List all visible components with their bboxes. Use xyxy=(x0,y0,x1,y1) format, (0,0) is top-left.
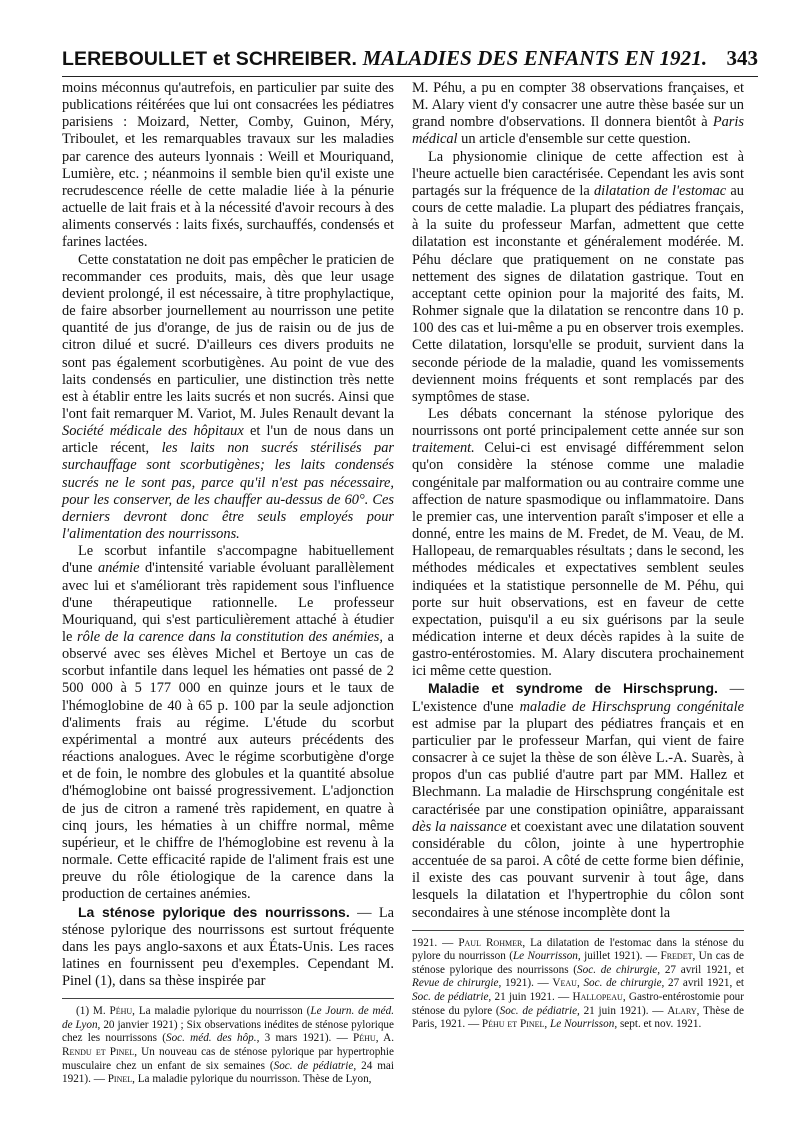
text: , xyxy=(576,977,584,990)
italic-text: Revue de chirurgie, xyxy=(412,977,502,990)
italic-text: dilatation de l'estomac xyxy=(593,182,727,199)
italic-text: maladie de Hirschsprung congénitale xyxy=(519,698,744,715)
italic-text: Soc. de chirurgie, xyxy=(577,963,661,976)
text: 21 juin 1921. — xyxy=(491,991,573,1004)
author-name: Péhu et Pinel xyxy=(481,1018,545,1031)
section-paragraph xyxy=(412,680,744,921)
text: M. Péhu, a pu en compter 38 observations françaises, et M. Alary vient d'y consacrer une autre thèse basée sur un grand nombre d'observations. Il donnera bientôt à xyxy=(412,80,744,131)
italic-text: rôle de la carence dans la constitution des anémies, xyxy=(76,629,383,645)
italic-text: Soc. méd. des hôp., xyxy=(165,1032,260,1045)
text: (1) M. xyxy=(76,1005,110,1018)
text: La physionomie clinique de cette affection est à l'heure actuelle bien caractérisée. Cependant les avis sont partagés sur la fréquence de la xyxy=(412,148,744,199)
author-name: Péhu xyxy=(109,1005,133,1018)
paragraph xyxy=(62,252,394,544)
italic-text: Soc. de pédiatrie, xyxy=(412,991,492,1004)
right-column xyxy=(412,80,744,1032)
text: moins méconnus qu'autrefois, en particulier par suite des publications réitérées que lui ont consacrées les pédiatres parisiens : Moizard, Netter, Comby, Guinon, Méry, Triboulet, et les remarquables travaux sur les maladies par carence des auteurs lyonnais : Weill et Mouriquand, Lumière, etc. ; néanmoins il semble bien qu'il existe une recrudescence réelle de cette maladie liée à la pénurie actuelle de lait frais et à la nécessité d'avoir recours à des aliments conservés : laits fixés, surchauffés, condensés et farines lactées. xyxy=(62,80,394,251)
text: 1921). — xyxy=(501,977,553,990)
italic-text: Le Journ. de méd. de Lyon, xyxy=(62,1005,394,1031)
text: , La maladie pylorique du nourrisson. Thèse de Lyon, xyxy=(132,1073,372,1086)
author-name: Hallopeau xyxy=(572,991,623,1004)
text: 24 mai 1921). — xyxy=(62,1059,395,1086)
text: 27 avril 1921, et xyxy=(660,963,745,976)
text: un article d'ensemble sur cette question. xyxy=(457,131,691,148)
italic-text: Soc. de pédiatrie, xyxy=(499,1004,580,1017)
italic-text: Soc. de chirurgie, xyxy=(583,977,665,990)
text: , La maladie pylorique du nourrisson ( xyxy=(132,1005,311,1018)
paragraph xyxy=(412,80,744,149)
italic-text: anémie xyxy=(98,560,140,577)
author-name: Veau xyxy=(552,977,577,990)
author-name: Pinel xyxy=(107,1073,133,1086)
text: , xyxy=(544,1018,550,1031)
italic-text: dès la naissance xyxy=(412,818,507,835)
text: 1921. — xyxy=(412,936,459,949)
section-paragraph xyxy=(62,904,394,991)
text: , Gastro-entérostomie pour sténose du pylore ( xyxy=(412,991,744,1017)
author-name: Fredet xyxy=(660,950,693,963)
text: Les débats concernant la sténose pylorique des nourrissons ont porté principalement cette année sur son xyxy=(412,405,744,440)
left-column xyxy=(62,80,394,1087)
author-name: Péhu, A. Rendu et Pinel xyxy=(62,1032,394,1059)
author-name: Alary xyxy=(667,1004,697,1017)
text: , La dilatation de l'estomac dans la sténose du pylore du nourrisson ( xyxy=(412,936,744,963)
italic-text: Société médicale des hôpitaux xyxy=(62,423,244,440)
header-journal-title: MALADIES DES ENFANTS EN 1921. xyxy=(362,46,708,70)
footnote-divider xyxy=(412,930,744,931)
text: 21 juin 1921). — xyxy=(579,1004,668,1017)
running-title xyxy=(62,46,707,71)
footnote xyxy=(62,1005,394,1087)
italic-quote: les laits non sucrés stérilisés par surchauffage sont scorbutigènes; les laits condensés sucrés ne le sont pas, parce qu'il n'est pas nécessaire, pour les conserver, de les chauffer au-dessus de 60°. Ces derniers devront donc être seuls employés pour l'alimentation des nourrissons. xyxy=(62,440,395,543)
text: 20 janvier 1921) ; Six observations inédites de sténose pylorique chez les nourrissons ( xyxy=(62,1018,394,1045)
text: Cette constatation ne doit pas empêcher le praticien de recommander ces produits, mais, dès que leur usage devient prolongé, il est nécessaire, à titre prophylactique, de faire absorber journellement au nourrisson une petite quantité de jus d'orange, de jus de raisin ou de jus de citron dilué et sucré. D'ailleurs ces divers produits ne sont pas également scorbutigènes. Au point de vue des laits condensés en particulier, une distinction très nette est à établir entre les laits sucrés et non sucrés. Ainsi que l'ont fait remarquer M. Variot, M. Jules Renault devant la xyxy=(62,251,394,422)
text: est admise par la plupart des pédiatres français et en particulier par le professeur Marfan, qui vient de faire consacrer à ce sujet la thèse de son élève L.-A. Suarès, à propos d'un cas publié d'autre part par MM. Hallez et Blechmann. La maladie de Hirschsprung congénitale est caractérisée par une constipation opiniâtre, apparaissant xyxy=(412,715,744,818)
footnotes xyxy=(412,937,744,1032)
text: a observé avec ses élèves Michel et Bertoye un cas de scorbut infantile dans lequel les hématies ont passé de 2 500 000 à 5 177 000 en quinze jours et le taux de l'hémoglobine de 40 à 65 p. 100 par la seule adjonction d'aliments frais au régime. L'étude du scorbut expérimental a montré aux auteurs précédents des réactions analogues. Avec le régime scorbutigène d'orge et de foin, le nombre des globules et la quantité absolue d'hémoglobine ont baissé progressivement. L'adjonction de jus de citron a ramené très rapidement, en quatre à cinq jours, les hématies à un chiffre normal, même supérieur, et le chiffre de l'hémoglobine est revenu à la normale. Cette efficacité rapide de l'aliment frais est une preuve du rôle étiologique de la carence dans la production de certaines anémies. xyxy=(62,629,394,903)
text: au cours de cette maladie. La plupart des pédiatres français, à la suite du professeur Marfan, admettent que cette dilatation est inconstante et généralement modérée. M. Péhu déclare que pratiquement on ne constate pas nettement des signes de dilatation gastrique. Tout en acceptant cette opinion pour la majorité des faits, M. Rohmer signale que la dilatation se rencontre dans 10 p. 100 des cas et lui-même a pu en observer trois exemples. Cette dilatation, lorsqu'elle se produit, survient dans la seconde période de la maladie, quand les vomissements deviennent moins fréquents et sont remplacés par des symptômes de stase. xyxy=(412,182,744,405)
text: Celui-ci est envisagé différemment selon qu'on considère la sténose comme une maladie congénitale par malformation ou au contraire comme une affection de nature spasmodique ou inflammatoire. Dans le premier cas, une intervention paraît s'imposer et elle a donné, entre les mains de M. Fredet, de M. Veau, de M. Hallopeau, de remarquables résultats ; dans le second, les méthodes médicales et expectatives semblent seules indiquées et la statistique personnelle de M. Péhu, qui porte sur huit observations, est en faveur de cette expectation, puisqu'il a eu six guérisons par la seule médication interne et deux décès rapides à la suite de gastro-entérostomies. M. Alary discutera prochainement ici même cette question. xyxy=(412,440,744,680)
text: juillet 1921). — xyxy=(580,950,661,963)
italic-text: Soc. de pédiatrie, xyxy=(273,1059,357,1072)
header-authors: LEREBOULLET et SCHREIBER. xyxy=(62,48,358,70)
paragraph xyxy=(62,543,394,903)
text: , Un cas de sténose pylorique des nourrissons ( xyxy=(412,950,744,976)
text: Le scorbut infantile s'accompagne habituellement d'une xyxy=(62,543,394,577)
text: et l'un de nous dans un article récent, xyxy=(62,423,394,457)
text: d'intensité variable évoluant parallèlement avec lui et s'améliorant très rapidement sous l'influence d'une thérapeutique rationnelle. Le professeur Mouriquand, qui s'est particulièrement attaché à étudier le xyxy=(62,560,394,645)
text: , Thèse de Paris, 1921. — xyxy=(412,1004,744,1031)
paragraph xyxy=(412,149,744,406)
text: — La sténose pylorique des nourrissons est surtout fréquente dans les pays anglo-saxons et aux États-Unis. Les races latines en fournissent peu d'exemples. Cependant M. Pinel (1), dans sa thèse inspirée par xyxy=(62,904,394,990)
text: et coexistant avec une dilatation souvent considérable du côlon, jointe à une hypertrophie accentuée de sa paroi. A côté de cette forme bien définie, il existe des cas pouvant survenir à tout âge, dans lesquels la dilatation et l'hypertrophie du côlon sont secondaires à une sténose incomplète dont la xyxy=(412,818,744,921)
paragraph xyxy=(62,80,394,252)
italic-text: traitement. xyxy=(412,440,475,457)
text: sept. et nov. 1921. xyxy=(617,1018,702,1031)
footnote xyxy=(412,937,744,1032)
text: 27 avril 1921, et xyxy=(664,977,745,990)
page-number: 343 xyxy=(726,46,758,70)
text: 3 mars 1921). — xyxy=(259,1032,354,1045)
author-name: Paul Rohmer xyxy=(458,936,523,949)
italic-text: Paris médical xyxy=(412,114,744,148)
text: — L'existence d'une xyxy=(412,681,744,715)
section-title: La sténose pylorique des nourrissons. xyxy=(78,903,350,920)
footnotes xyxy=(62,1005,394,1087)
text: , Un nouveau cas de sténose pylorique par hypertrophie musculaire chez un enfant de six semaines ( xyxy=(62,1046,394,1072)
italic-text: Le Nourrisson, xyxy=(549,1018,618,1031)
footnote-divider xyxy=(62,998,394,999)
running-header xyxy=(62,46,758,77)
section-title: Maladie et syndrome de Hirschsprung. xyxy=(428,680,718,697)
paragraph xyxy=(412,406,744,681)
italic-text: Le Nourrisson, xyxy=(512,950,581,963)
